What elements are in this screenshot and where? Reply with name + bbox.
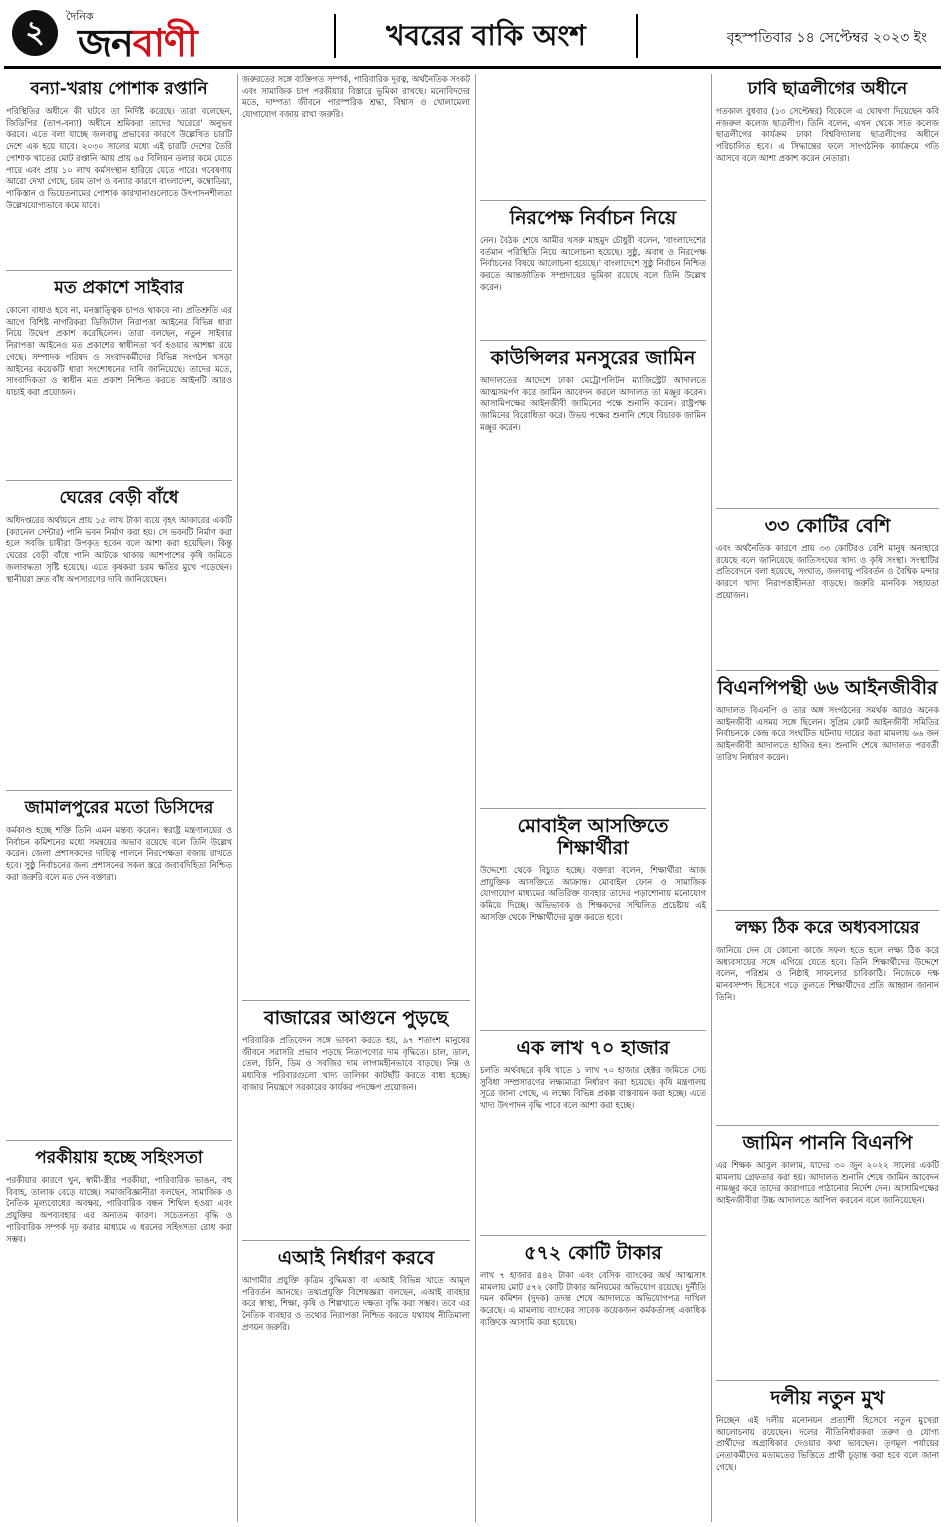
column-2 <box>242 74 470 1522</box>
page-number: ২ <box>12 10 58 56</box>
article-columns <box>6 74 939 1522</box>
story-violence <box>6 1134 232 1245</box>
column-divider <box>475 74 476 1522</box>
headline: পরকীয়ায় হচ্ছে সহিংসতা <box>35 1148 203 1168</box>
story-body: চলতি অর্থবছরে কৃষি খাতে ১ লাখ ৭০ হাজার হেক্টর জমিতে সেচ সুবিধা সম্প্রসারণের লক্ষ্যমাত্রা নির্ধারণ করা হয়েছে। কৃষি মন্ত্রণালয় সূত্রে জানা গেছে, এ লক্ষ্যে বিভিন্ন প্রকল্প বাস্তবায়ন করা হচ্ছে। এতে খাদ্য উৎপাদন বৃদ্ধি পাবে বলে আশা করা হচ্ছে। <box>480 1065 706 1111</box>
masthead <box>4 4 941 69</box>
headline: মোবাইল আসক্তিতে শিক্ষার্থীরা <box>517 815 669 859</box>
logo-daily-label: দৈনিক <box>66 10 94 23</box>
story-body: গতকাল বুধবার (১৩ সেপ্টেম্বর) বিকেলে এ ঘোষণা দিয়েছেন কবি নজরুল কলেজ ছাত্রলীগ। তিনি বলেন, এখন থেকে সাত কলেজ ছাত্রলীগের কার্যক্রম ঢাকা বিশ্ববিদ্যালয় ছাত্রলীগের অধীনে পরিচালিত হবে। এ সিদ্ধান্তের ফলে সাংগঠনিক কার্যক্রমে গতি আসবে বলে আশা প্রকাশ করেন নেতারা। <box>716 106 939 163</box>
story-bnp-bail <box>716 1119 939 1207</box>
headline: বিএনপিপন্থী ৬৬ আইনজীবীর <box>717 677 938 699</box>
story-572-crore <box>480 1229 706 1329</box>
headline: বাজারের আগুনে পুড়ছে <box>264 1007 448 1029</box>
story-mobile-addiction <box>480 802 706 924</box>
story-one-lakh <box>480 1024 706 1112</box>
column-divider <box>237 74 238 1522</box>
headline: নিরপেক্ষ নির্বাচন নিয়ে <box>509 207 677 229</box>
story-body: আদালত বিএনপি ও তার অঙ্গ সংগঠনের সমর্থক আরও অনেক আইনজীবী এসময় সঙ্গে ছিলেন। সুপ্রিম কোর্ট আইনজীবী সমিতির নির্বাচনকে কেন্দ্র করে সংঘটিত ঘটনায় দায়ের করা মামলায় ৬৬ জন আইনজীবী আদালতে হাজির হন। শুনানি শেষে আদালত পরবর্তী তারিখ নির্ধারণ করেন। <box>716 705 939 762</box>
story-divider <box>480 808 706 809</box>
story-body: এবং অর্থনৈতিক কারণে প্রায় ৩৩ কোটিরও বেশি মানুষ অনাহারে রয়েছে বলে জানিয়েছে জাতিসংঘের খাদ্য ও কৃষি সংস্থা। সংস্থাটির প্রতিবেদনে বলা হয়েছে, সংঘাত, জলবায়ু পরিবর্তন ও বৈশ্বিক মন্দার কারণে খাদ্য নিরাপত্তাহীনতা বাড়ছে। জরুরি মানবিক সহায়তা প্রয়োজন। <box>716 543 939 600</box>
story-market-fire <box>242 994 470 1094</box>
story-divider <box>716 1125 939 1126</box>
story-body: পরিবারিক প্রতিবেদন সঙ্গে ভাবনা করতে হয়, ৯৭ শতাংশ মানুষের জীবনে সরাসরি প্রভাব পড়ছে নিত্যপণ্যের দাম বৃদ্ধিতে। চাল, ডাল, তেল, চিনি, ডিম ও সবজির দাম লাগামহীনভাবে বাড়ছে। নিম্ন ও মধ্যবিত্ত পরিবারগুলো খাদ্য তালিকা কাটছাঁট করতে বাধ্য হচ্ছে। বাজার নিয়ন্ত্রণে সরকারের কার্যকর পদক্ষেপ প্রয়োজন। <box>242 1035 470 1092</box>
story-cyber <box>6 264 232 399</box>
logo-part-2: বাণী <box>132 20 197 65</box>
story-divider <box>6 270 232 271</box>
story-divider <box>480 200 706 201</box>
issue-date: বৃহস্পতিবার ১৪ সেপ্টেম্বর ২০২৩ ইং <box>726 30 927 46</box>
story-divider <box>6 790 232 791</box>
story-divider <box>6 480 232 481</box>
headline: ঘেরের বেড়ী বাঁধে <box>59 488 179 508</box>
story-divider <box>480 340 706 341</box>
story-jamalpur-dc <box>6 784 232 884</box>
story-continuation <box>242 74 470 121</box>
column-1 <box>6 74 232 1522</box>
story-divider <box>6 1140 232 1141</box>
headline: জামালপুরের মতো ডিসিদের <box>24 798 214 818</box>
story-ai <box>242 1234 470 1334</box>
story-body: নেন। বৈঠক শেষে আমীর খসরু মাহমুদ চৌধুরী বলেন, 'বাংলাদেশের বর্তমান পরিস্থিতি নিয়ে আলোচনা হয়েছে। সুষ্ঠু, অবাধ ও নিরপেক্ষ নির্বাচনের বিষয়ে আলোচনা হয়েছে।' বাংলাদেশে সুষ্ঠু নির্বাচন নিশ্চিত করতে আন্তর্জাতিক সম্প্রদায়ের ভূমিকা রয়েছে বলে তিনি উল্লেখ করেন। <box>480 235 706 292</box>
headline: এক লাখ ৭০ হাজার <box>516 1037 670 1059</box>
section-title: খবরের বাকি অংশ <box>334 14 638 58</box>
logo-part-1: জন <box>78 20 133 65</box>
story-divider <box>716 508 939 509</box>
story-body: আদালতের আদেশে ঢাকা মেট্রোপলিটন ম্যাজিস্ট্রেট আদালতে আত্মসমর্পণ করে জামিন আবেদন করলে আদালত তা মঞ্জুর করেন। আসামিপক্ষের আইনজীবী জামিনের পক্ষে শুনানি করেন। রাষ্ট্রপক্ষ জামিনের বিরোধিতা করে। উভয় পক্ষের শুনানি শেষে বিচারক জামিন মঞ্জুর করেন। <box>480 375 706 432</box>
story-body: আগামীর প্রযুক্তি কৃত্রিম বুদ্ধিমত্তা বা এআই বিভিন্ন খাতে আমূল পরিবর্তন আনছে। তথ্যপ্রযুক্তি বিশেষজ্ঞরা বলছেন, এআই ব্যবহার করে স্বাস্থ্য, শিক্ষা, কৃষি ও শিল্পখাতে দক্ষতা বৃদ্ধি করা সম্ভব। তবে এর নৈতিক ব্যবহার ও তথ্যের নিরাপত্তা নিশ্চিত করতে যথাযথ নীতিমালা প্রণয়ন জরুরি। <box>242 1275 470 1332</box>
story-body: পরিস্থিতির অধীনে কী ঘটবে তা নির্দিষ্ট করেছে। তারা বলেছেন, জিডিপির (তাপ-বন্যা) অধীনে শ্রমিকরা তাদের 'ঘরেরে' অনুভব করবে। এতে বলা যাচ্ছে জলবায়ু প্রভাবের কারণে উল্লেখিত চারটি দেশে এক হয়ে যাবে। ২০৩০ সালের মধ্যে এই চারটি দেশের তৈরি পোশাক খাতের মোট রপ্তানি আয় প্রায় ৬৫ বিলিয়ন ডলার কমে যেতে পারে এবং প্রায় ১০ লাখ কর্মসংস্থান হারিয়ে যেতে পারে। গবেষণায় আরো দেখা গেছে, চরম তাপ ও বন্যার কারণে বাংলাদেশ, কম্বোডিয়া, পাকিস্তান ও ভিয়েতনামের পোশাক কারখানাগুলোতে উৎপাদনশীলতা উল্লেখযোগ্যভাবে কমে যাবে। <box>6 106 232 210</box>
headline: ঢাবি ছাত্রলীগের অধীনে <box>747 79 908 99</box>
story-divider <box>242 1240 470 1241</box>
story-divider <box>480 1030 706 1031</box>
column-divider <box>711 74 712 1522</box>
column-4 <box>716 74 939 1522</box>
headline: কাউন্সিলর মনসুরের জামিন <box>490 347 696 369</box>
story-embankment <box>6 474 232 585</box>
story-neutral-election <box>480 194 706 294</box>
story-body: এর শিক্ষক আবুল কালাম, যাদের ৩০ জুন ২০২২ সালের একটি মামলায় গ্রেফতার করা হয়। আদালত শুনানি শেষে জামিন আবেদন নামঞ্জুর করে তাদের কারাগারে পাঠানোর নির্দেশ দেন। আসামিপক্ষের আইনজীবীরা উচ্চ আদালতে আপিল করবেন বলে জানিয়েছেন। <box>716 1160 939 1206</box>
headline: মত প্রকাশে সাইবার <box>54 278 184 298</box>
headline: ৫৭২ কোটি টাকার <box>524 1242 662 1264</box>
logo-wordmark <box>78 14 197 78</box>
story-du-chhatraleague <box>716 74 939 165</box>
story-divider <box>716 910 939 911</box>
story-body: অধিদপ্তরের অর্থায়নে প্রায় ১৫ লাখ টাকা ব্যয়ে বৃহৎ আকারের একটি (ক্যানেল সেন্টার) পানি ভবন নির্মাণ করা হয়। সে ভবনটি নির্মাণ করা হলে সবজি চাষীরা উপকৃত হবেন বলে আশা করা হয়েছিল। কিন্তু ঘেরের বেড়ী বাঁধে পানি আটকে থাকায় আশপাশের কৃষি জমিতে জলাবদ্ধতা সৃষ্টি হয়েছে। এতে কৃষকরা চরম ক্ষতির মুখে পড়েছেন। স্থানীয়রা দ্রুত বাঁধ অপসারণের দাবি জানিয়েছেন। <box>6 515 232 584</box>
headline: ৩৩ কোটির বেশি <box>764 515 891 537</box>
story-garment-exports <box>6 74 232 211</box>
story-divider <box>716 670 939 671</box>
story-perseverance <box>716 904 939 1004</box>
story-body: কোনো বাধাও হবে না, মনস্তাত্ত্বিক চাপও থাকবে না। প্রতিশ্রুতি এর আগে বিশিষ্ট নাগরিকরা ডিজিটাল নিরাপত্তা আইনের বিভিন্ন ধারা নিয়ে উদ্বেগ প্রকাশ করেছিলেন। তারা বলছেন, নতুন সাইবার নিরাপত্তা আইনেও মত প্রকাশের স্বাধীনতা খর্ব হওয়ার আশঙ্কা রয়ে গেছে। সম্পাদক পরিষদ ও সংবাদকর্মীদের বিভিন্ন সংগঠন খসড়া আইনের কয়েকটি ধারা সংশোধনের দাবি জানিয়েছে। তাদের মতে, সাংবাদিকতা ও স্বাধীন মত প্রকাশ নিশ্চিত করতে আইনটি আরও যাচাই করা প্রয়োজন। <box>6 305 232 397</box>
story-66-lawyers <box>716 664 939 764</box>
headline: এআই নির্ধারণ করবে <box>277 1247 435 1269</box>
story-33-crore <box>716 502 939 602</box>
column-3 <box>480 74 706 1522</box>
story-divider <box>242 1000 470 1001</box>
newspaper-logo <box>66 6 236 65</box>
story-body: পরকীয়ার কারণে খুন, স্বামী-স্ত্রীর পরকীয়া, পারিবারিক ভাঙন, বহু বিবাহ, তালাক বেড়ে যাচ্ছে। সমাজবিজ্ঞানীরা বলছেন, সামাজিক ও নৈতিক মূল্যবোধের অবক্ষয়, পারিবারিক বন্ধন শিথিল হওয়া এবং প্রযুক্তির অপব্যবহার এর অন্যতম কারণ। সচেতনতা বৃদ্ধি ও পারিবারিক সম্পর্ক দৃঢ় করার মাধ্যমে এ ধরনের সহিংসতা রোধ করা সম্ভব। <box>6 1175 232 1244</box>
story-body: নিচ্ছেন এই দলীয় মনোনয়ন প্রত্যাশী হিসেবে নতুন মুখেরা আলোচনায় রয়েছেন। দলের নীতিনির্ধারকরা তরুণ ও যোগ্য প্রার্থীদের অগ্রাধিকার দেওয়ার কথা ভাবছেন। তৃণমূল পর্যায়ের নেতাকর্মীদের মতামতের ভিত্তিতে প্রার্থী চূড়ান্ত করা হবে বলে জানা গেছে। <box>716 1415 939 1472</box>
story-body: জরুরতের সঙ্গে ব্যক্তিগত সম্পর্ক, পারিবারিক দূরত্ব, অর্থনৈতিক সংকট এবং সামাজিক চাপ পরকীয়ার বিস্তারে ভূমিকা রাখছে। মনোবিদদের মতে, দাম্পত্য জীবনে পারস্পরিক শ্রদ্ধা, বিশ্বাস ও খোলামেলা যোগাযোগ বজায় রাখা জরুরি। <box>242 74 470 120</box>
story-divider <box>716 1380 939 1381</box>
headline: দলীয় নতুন মুখ <box>770 1387 885 1409</box>
story-new-faces <box>716 1374 939 1474</box>
story-divider <box>480 1235 706 1236</box>
headline: জামিন পাননি বিএনপি <box>742 1132 913 1154</box>
story-body: উদ্দেশ্যে থেকে বিচ্যুত হচ্ছে। বক্তারা বলেন, শিক্ষার্থীরা আজ প্রাযুক্তিক আসক্তিতে আক্রান্ত। মোবাইল ফোন ও সামাজিক যোগাযোগ মাধ্যমের অতিরিক্ত ব্যবহার তাদের পড়াশোনায় মনোযোগ কমিয়ে দিচ্ছে। অভিভাবক ও শিক্ষকদের সম্মিলিত প্রচেষ্টায় এই আসক্তি থেকে শিক্ষার্থীদের মুক্ত করতে হবে। <box>480 865 706 922</box>
story-body: কর্মকাণ্ড হচ্ছে শক্তি তিনি এমন মন্তব্য করেন। স্বরাষ্ট্র মন্ত্রণালয়ের ও নির্বাচন কমিশনের মধ্যে সমন্বয়ের অভাব রয়েছে বলে তিনি উল্লেখ করেন। জেলা প্রশাসকদের দায়িত্ব পালনে নিরপেক্ষতা বজায় রাখতে হবে। সুষ্ঠু নির্বাচনের জন্য প্রশাসনের সকল স্তরে জবাবদিহিতা নিশ্চিত করা জরুরি বলে মত দেন বক্তারা। <box>6 825 232 882</box>
story-councillor-bail <box>480 334 706 434</box>
story-body: লাখ ৭ হাজার ৪৪২ টাকা এবং বেসিক ব্যাংকের অর্থ আত্মসাৎ মামলায় মোট ৫৭২ কোটি টাকার অনিয়মের অভিযোগ রয়েছে। দুর্নীতি দমন কমিশন (দুদক) তদন্ত শেষে আদালতে অভিযোগপত্র দাখিল করেছে। এ মামলায় ব্যাংকের সাবেক কয়েকজন কর্মকর্তাসহ একাধিক ব্যক্তিকে আসামি করা হয়েছে। <box>480 1270 706 1327</box>
story-body: জানিয়ে দেন যে কোনো কাজে সফল হতে হলে লক্ষ্য ঠিক করে অধ্যবসায়ের সঙ্গে এগিয়ে যেতে হবে। তিনি শিক্ষার্থীদের উদ্দেশে বলেন, পরিশ্রম ও নিষ্ঠাই সাফল্যের চাবিকাঠি। নিজেকে দক্ষ মানবসম্পদ হিসেবে গড়ে তুলতে শিক্ষার্থীদের প্রতি আহ্বান জানান তিনি। <box>716 945 939 1002</box>
headline: বন্যা-খরায় পোশাক রপ্তানি <box>30 79 208 99</box>
headline: লক্ষ্য ঠিক করে অধ্যবসায়ের <box>735 918 920 938</box>
